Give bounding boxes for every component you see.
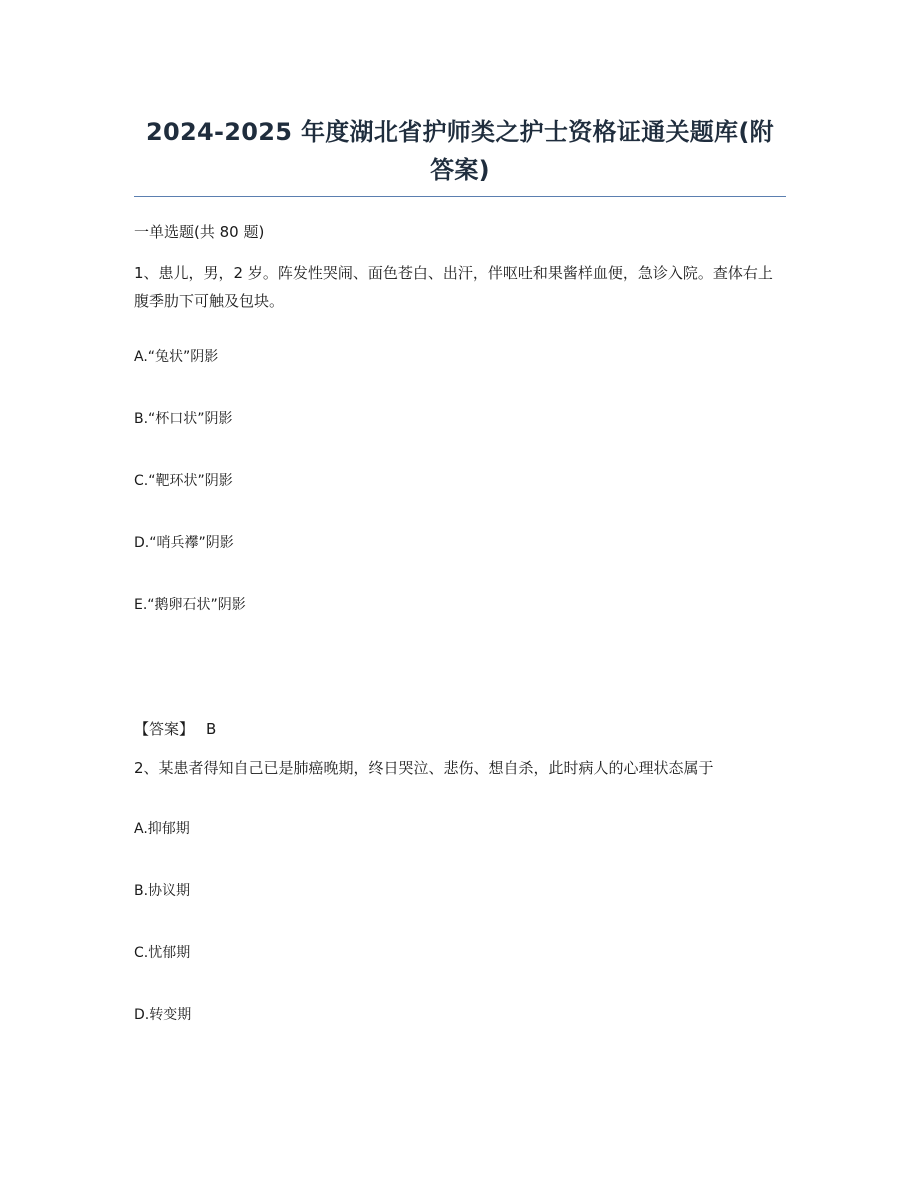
question-1-option-a: A.“兔状”阴影 <box>134 349 219 365</box>
question-1-option-c: C.“靶环状”阴影 <box>134 473 233 489</box>
question-2-option-d: D.转变期 <box>134 1007 192 1023</box>
answer-label: 【答案】 <box>134 720 195 738</box>
question-1-answer <box>134 719 216 739</box>
question-1-option-e: E.“鹅卵石状”阴影 <box>134 597 246 613</box>
question-2-stem: 2、某患者得知自己已是肺癌晚期，终日哭泣、悲伤、想自杀，此时病人的心理状态属于 <box>134 759 714 777</box>
section-heading: 一单选题(共 80 题) <box>134 223 265 241</box>
question-1-stem: 1、患儿，男，2 岁。阵发性哭闹、面色苍白、出汗，伴呕吐和果酱样血便，急诊入院。查体右上腹季肋下可触及包块。 <box>134 264 773 310</box>
title-divider <box>134 196 786 197</box>
question-1-option-d: D.“哨兵襻”阴影 <box>134 535 234 551</box>
question-2-option-c: C.忧郁期 <box>134 945 191 961</box>
question-1-option-b: B.“杯口状”阴影 <box>134 411 233 427</box>
question-2-option-b: B.协议期 <box>134 883 191 899</box>
answer-value: B <box>206 720 217 738</box>
document-title: 2024-2025 年度湖北省护师类之护士资格证通关题库(附答案) <box>146 118 774 184</box>
question-2-option-a: A.抑郁期 <box>134 821 190 837</box>
